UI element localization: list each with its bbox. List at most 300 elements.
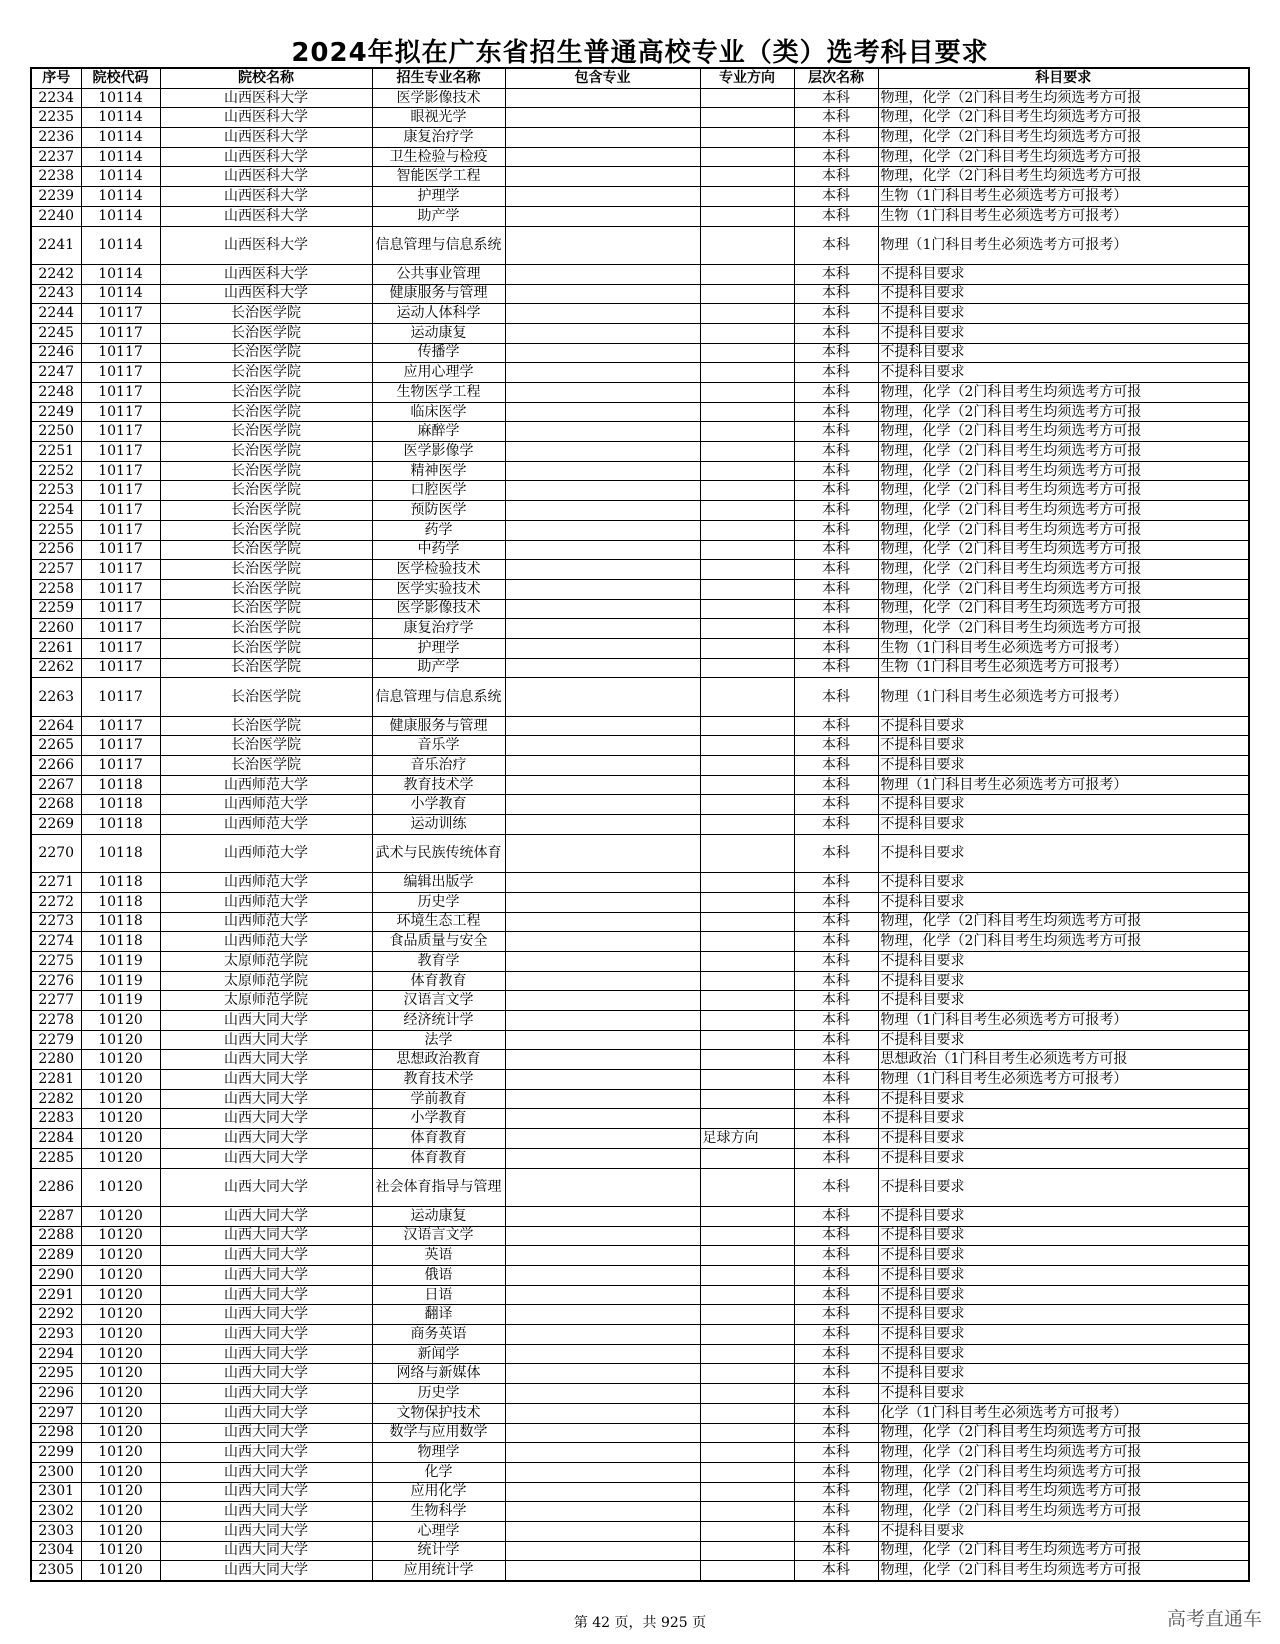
cell-subject-requirement: 思想政治（1门科目考生必须选考方可报 (878, 1050, 1249, 1070)
cell-subject-requirement: 不提科目要求 (878, 1109, 1249, 1129)
cell-index: 2283 (31, 1109, 81, 1129)
cell-major-name: 体育教育 (372, 971, 505, 991)
cell-index: 2274 (31, 932, 81, 952)
cell-subject-requirement: 物理，化学（2门科目考生均须选考方可报 (878, 560, 1249, 580)
cell-included-majors (505, 88, 700, 108)
cell-included-majors (505, 481, 700, 501)
cell-included-majors (505, 461, 700, 481)
cell-level: 本科 (794, 1482, 878, 1502)
cell-school-code: 10118 (81, 912, 160, 932)
cell-school-code: 10114 (81, 88, 160, 108)
cell-subject-requirement: 物理（1门科目考生必须选考方可报考） (878, 1011, 1249, 1031)
cell-index: 2305 (31, 1561, 81, 1581)
table-row (31, 1521, 1249, 1541)
cell-index: 2267 (31, 775, 81, 795)
cell-school-code: 10118 (81, 873, 160, 893)
cell-included-majors (505, 560, 700, 580)
cell-subject-requirement: 物理，化学（2门科目考生均须选考方可报 (878, 501, 1249, 521)
cell-subject-requirement: 不提科目要求 (878, 1206, 1249, 1226)
cell-major-name: 健康服务与管理 (372, 284, 505, 304)
col-header-subject-requirement: 科目要求 (878, 68, 1249, 88)
cell-direction (700, 383, 794, 403)
cell-included-majors (505, 540, 700, 560)
cell-level: 本科 (794, 343, 878, 363)
cell-subject-requirement: 不提科目要求 (878, 284, 1249, 304)
cell-school-code: 10117 (81, 599, 160, 619)
cell-school-code: 10114 (81, 206, 160, 226)
cell-index: 2261 (31, 638, 81, 658)
cell-major-name: 药学 (372, 520, 505, 540)
cell-school-code: 10117 (81, 736, 160, 756)
cell-school-name: 太原师范学院 (160, 951, 372, 971)
cell-subject-requirement: 物理，化学（2门科目考生均须选考方可报 (878, 579, 1249, 599)
cell-included-majors (505, 1148, 700, 1168)
cell-included-majors (505, 1226, 700, 1246)
cell-subject-requirement: 不提科目要求 (878, 1089, 1249, 1109)
table-row (31, 678, 1249, 716)
cell-school-name: 山西大同大学 (160, 1266, 372, 1286)
cell-level: 本科 (794, 226, 878, 264)
cell-school-code: 10120 (81, 1050, 160, 1070)
cell-index: 2269 (31, 815, 81, 835)
cell-school-name: 山西大同大学 (160, 1364, 372, 1384)
cell-school-name: 山西医科大学 (160, 206, 372, 226)
cell-index: 2263 (31, 678, 81, 716)
cell-index: 2273 (31, 912, 81, 932)
cell-school-code: 10120 (81, 1089, 160, 1109)
cell-school-name: 长治医学院 (160, 560, 372, 580)
cell-level: 本科 (794, 422, 878, 442)
cell-school-code: 10114 (81, 128, 160, 148)
cell-school-code: 10117 (81, 402, 160, 422)
cell-level: 本科 (794, 442, 878, 462)
table-row (31, 619, 1249, 639)
cell-major-name: 小学教育 (372, 1109, 505, 1129)
cell-level: 本科 (794, 1266, 878, 1286)
cell-index: 2296 (31, 1384, 81, 1404)
cell-subject-requirement: 物理，化学（2门科目考生均须选考方可报 (878, 108, 1249, 128)
cell-school-name: 山西医科大学 (160, 226, 372, 264)
cell-included-majors (505, 638, 700, 658)
cell-major-name: 英语 (372, 1246, 505, 1266)
cell-direction (700, 1030, 794, 1050)
cell-level: 本科 (794, 638, 878, 658)
cell-direction (700, 658, 794, 678)
table-row (31, 873, 1249, 893)
cell-major-name: 护理学 (372, 638, 505, 658)
table-header-row (31, 68, 1249, 88)
cell-included-majors (505, 1070, 700, 1090)
cell-level: 本科 (794, 323, 878, 343)
cell-direction (700, 88, 794, 108)
cell-direction (700, 619, 794, 639)
cell-subject-requirement: 不提科目要求 (878, 756, 1249, 776)
cell-school-code: 10117 (81, 461, 160, 481)
cell-school-code: 10117 (81, 678, 160, 716)
cell-school-code: 10120 (81, 1305, 160, 1325)
cell-direction (700, 1325, 794, 1345)
cell-school-code: 10120 (81, 1206, 160, 1226)
cell-index: 2234 (31, 88, 81, 108)
cell-index: 2281 (31, 1070, 81, 1090)
cell-index: 2302 (31, 1502, 81, 1522)
cell-subject-requirement: 生物（1门科目考生必须选考方可报考） (878, 187, 1249, 207)
cell-included-majors (505, 422, 700, 442)
col-header-direction: 专业方向 (700, 68, 794, 88)
cell-major-name: 文物保护技术 (372, 1403, 505, 1423)
cell-level: 本科 (794, 1403, 878, 1423)
cell-subject-requirement: 物理，化学（2门科目考生均须选考方可报 (878, 442, 1249, 462)
cell-subject-requirement: 物理，化学（2门科目考生均须选考方可报 (878, 619, 1249, 639)
table-row (31, 88, 1249, 108)
cell-direction (700, 1089, 794, 1109)
cell-school-name: 长治医学院 (160, 481, 372, 501)
table-row (31, 1226, 1249, 1246)
cell-index: 2272 (31, 892, 81, 912)
cell-subject-requirement: 物理，化学（2门科目考生均须选考方可报 (878, 1502, 1249, 1522)
cell-index: 2280 (31, 1050, 81, 1070)
table-row (31, 1384, 1249, 1404)
cell-school-name: 长治医学院 (160, 383, 372, 403)
cell-major-name: 临床医学 (372, 402, 505, 422)
cell-subject-requirement: 物理，化学（2门科目考生均须选考方可报 (878, 422, 1249, 442)
cell-included-majors (505, 892, 700, 912)
cell-index: 2251 (31, 442, 81, 462)
cell-major-name: 小学教育 (372, 795, 505, 815)
table-row (31, 402, 1249, 422)
cell-index: 2303 (31, 1521, 81, 1541)
cell-subject-requirement: 不提科目要求 (878, 736, 1249, 756)
table-row (31, 461, 1249, 481)
cell-subject-requirement: 不提科目要求 (878, 951, 1249, 971)
cell-direction (700, 951, 794, 971)
table-row (31, 1561, 1249, 1581)
cell-major-name: 统计学 (372, 1541, 505, 1561)
cell-subject-requirement: 不提科目要求 (878, 1246, 1249, 1266)
cell-level: 本科 (794, 128, 878, 148)
cell-index: 2241 (31, 226, 81, 264)
cell-school-name: 太原师范学院 (160, 991, 372, 1011)
table-row (31, 540, 1249, 560)
cell-direction (700, 1384, 794, 1404)
cell-major-name: 俄语 (372, 1266, 505, 1286)
cell-subject-requirement: 物理（1门科目考生必须选考方可报考） (878, 775, 1249, 795)
cell-school-name: 山西医科大学 (160, 167, 372, 187)
cell-school-name: 山西大同大学 (160, 1462, 372, 1482)
cell-level: 本科 (794, 206, 878, 226)
cell-major-name: 应用统计学 (372, 1561, 505, 1581)
table-row (31, 422, 1249, 442)
cell-major-name: 编辑出版学 (372, 873, 505, 893)
cell-level: 本科 (794, 540, 878, 560)
cell-subject-requirement: 不提科目要求 (878, 892, 1249, 912)
cell-level: 本科 (794, 1502, 878, 1522)
cell-index: 2248 (31, 383, 81, 403)
cell-included-majors (505, 619, 700, 639)
cell-school-code: 10119 (81, 991, 160, 1011)
table-row (31, 1129, 1249, 1149)
table-row (31, 304, 1249, 324)
cell-school-name: 山西大同大学 (160, 1226, 372, 1246)
table-row (31, 1206, 1249, 1226)
cell-level: 本科 (794, 932, 878, 952)
cell-index: 2235 (31, 108, 81, 128)
cell-subject-requirement: 不提科目要求 (878, 1266, 1249, 1286)
cell-school-code: 10119 (81, 951, 160, 971)
cell-direction (700, 932, 794, 952)
cell-index: 2266 (31, 756, 81, 776)
cell-level: 本科 (794, 1011, 878, 1031)
cell-direction (700, 1344, 794, 1364)
cell-included-majors (505, 323, 700, 343)
cell-level: 本科 (794, 264, 878, 284)
cell-school-name: 山西医科大学 (160, 128, 372, 148)
cell-subject-requirement: 不提科目要求 (878, 1030, 1249, 1050)
cell-included-majors (505, 363, 700, 383)
cell-level: 本科 (794, 1226, 878, 1246)
table-row (31, 951, 1249, 971)
cell-major-name: 应用化学 (372, 1482, 505, 1502)
table-row (31, 264, 1249, 284)
cell-index: 2277 (31, 991, 81, 1011)
cell-included-majors (505, 1502, 700, 1522)
table-row (31, 343, 1249, 363)
cell-school-code: 10117 (81, 716, 160, 736)
cell-school-code: 10114 (81, 147, 160, 167)
cell-level: 本科 (794, 1206, 878, 1226)
table-row (31, 1443, 1249, 1463)
cell-level: 本科 (794, 1443, 878, 1463)
cell-school-name: 长治医学院 (160, 678, 372, 716)
cell-direction (700, 108, 794, 128)
cell-direction (700, 638, 794, 658)
cell-school-code: 10120 (81, 1266, 160, 1286)
cell-direction (700, 1070, 794, 1090)
cell-index: 2271 (31, 873, 81, 893)
cell-school-code: 10120 (81, 1344, 160, 1364)
cell-index: 2244 (31, 304, 81, 324)
cell-direction (700, 1148, 794, 1168)
cell-direction (700, 1364, 794, 1384)
cell-direction (700, 971, 794, 991)
table-row (31, 775, 1249, 795)
cell-subject-requirement: 不提科目要求 (878, 1285, 1249, 1305)
cell-direction (700, 520, 794, 540)
cell-school-name: 山西大同大学 (160, 1502, 372, 1522)
cell-direction (700, 579, 794, 599)
cell-major-name: 学前教育 (372, 1089, 505, 1109)
table-row (31, 1089, 1249, 1109)
table-row (31, 1403, 1249, 1423)
cell-level: 本科 (794, 1384, 878, 1404)
table-row (31, 147, 1249, 167)
cell-index: 2255 (31, 520, 81, 540)
cell-school-code: 10114 (81, 264, 160, 284)
cell-level: 本科 (794, 461, 878, 481)
cell-direction (700, 1502, 794, 1522)
cell-included-majors (505, 1482, 700, 1502)
cell-subject-requirement: 物理，化学（2门科目考生均须选考方可报 (878, 383, 1249, 403)
cell-major-name: 汉语言文学 (372, 991, 505, 1011)
cell-school-code: 10120 (81, 1011, 160, 1031)
cell-subject-requirement: 物理，化学（2门科目考生均须选考方可报 (878, 88, 1249, 108)
cell-direction (700, 1561, 794, 1581)
table-row (31, 815, 1249, 835)
cell-index: 2292 (31, 1305, 81, 1325)
table-row (31, 579, 1249, 599)
cell-level: 本科 (794, 579, 878, 599)
cell-school-code: 10117 (81, 304, 160, 324)
cell-index: 2262 (31, 658, 81, 678)
cell-included-majors (505, 1050, 700, 1070)
cell-subject-requirement: 不提科目要求 (878, 873, 1249, 893)
cell-index: 2270 (31, 834, 81, 872)
cell-subject-requirement: 物理，化学（2门科目考生均须选考方可报 (878, 147, 1249, 167)
cell-direction (700, 756, 794, 776)
cell-school-code: 10117 (81, 501, 160, 521)
cell-school-name: 山西大同大学 (160, 1148, 372, 1168)
table-row (31, 1482, 1249, 1502)
cell-school-name: 长治医学院 (160, 619, 372, 639)
cell-index: 2284 (31, 1129, 81, 1149)
table-row (31, 128, 1249, 148)
cell-subject-requirement: 物理，化学（2门科目考生均须选考方可报 (878, 540, 1249, 560)
cell-direction (700, 1285, 794, 1305)
cell-subject-requirement: 物理，化学（2门科目考生均须选考方可报 (878, 1482, 1249, 1502)
table-row (31, 1285, 1249, 1305)
cell-school-name: 山西医科大学 (160, 284, 372, 304)
table-row (31, 1148, 1249, 1168)
cell-school-name: 长治医学院 (160, 658, 372, 678)
cell-level: 本科 (794, 834, 878, 872)
cell-major-name: 麻醉学 (372, 422, 505, 442)
cell-subject-requirement: 不提科目要求 (878, 716, 1249, 736)
cell-direction (700, 167, 794, 187)
cell-index: 2304 (31, 1541, 81, 1561)
cell-school-name: 长治医学院 (160, 520, 372, 540)
cell-direction (700, 402, 794, 422)
cell-level: 本科 (794, 1089, 878, 1109)
cell-school-code: 10120 (81, 1561, 160, 1581)
cell-direction (700, 1521, 794, 1541)
cell-included-majors (505, 226, 700, 264)
cell-included-majors (505, 1561, 700, 1581)
cell-major-name: 智能医学工程 (372, 167, 505, 187)
cell-school-name: 山西大同大学 (160, 1109, 372, 1129)
cell-included-majors (505, 1521, 700, 1541)
cell-index: 2265 (31, 736, 81, 756)
cell-subject-requirement: 物理，化学（2门科目考生均须选考方可报 (878, 1443, 1249, 1463)
cell-level: 本科 (794, 560, 878, 580)
cell-direction (700, 284, 794, 304)
cell-direction (700, 1462, 794, 1482)
cell-school-code: 10118 (81, 892, 160, 912)
cell-major-name: 卫生检验与检疫 (372, 147, 505, 167)
cell-subject-requirement: 物理，化学（2门科目考生均须选考方可报 (878, 1561, 1249, 1581)
table-row (31, 736, 1249, 756)
cell-school-code: 10117 (81, 658, 160, 678)
table-row (31, 599, 1249, 619)
cell-level: 本科 (794, 88, 878, 108)
cell-included-majors (505, 1011, 700, 1031)
cell-school-code: 10118 (81, 775, 160, 795)
cell-school-name: 山西大同大学 (160, 1030, 372, 1050)
cell-included-majors (505, 1403, 700, 1423)
table-row (31, 481, 1249, 501)
cell-school-code: 10120 (81, 1462, 160, 1482)
cell-school-name: 山西大同大学 (160, 1011, 372, 1031)
table-row (31, 1462, 1249, 1482)
cell-school-code: 10120 (81, 1443, 160, 1463)
cell-school-name: 长治医学院 (160, 343, 372, 363)
cell-index: 2240 (31, 206, 81, 226)
cell-school-code: 10117 (81, 422, 160, 442)
cell-major-name: 心理学 (372, 1521, 505, 1541)
cell-subject-requirement: 物理，化学（2门科目考生均须选考方可报 (878, 167, 1249, 187)
cell-subject-requirement: 生物（1门科目考生必须选考方可报考） (878, 206, 1249, 226)
cell-school-code: 10117 (81, 442, 160, 462)
cell-index: 2298 (31, 1423, 81, 1443)
cell-direction (700, 540, 794, 560)
cell-subject-requirement: 不提科目要求 (878, 343, 1249, 363)
cell-index: 2268 (31, 795, 81, 815)
cell-level: 本科 (794, 1050, 878, 1070)
table-row (31, 1423, 1249, 1443)
cell-included-majors (505, 304, 700, 324)
table-row (31, 1344, 1249, 1364)
cell-major-name: 助产学 (372, 206, 505, 226)
table-row (31, 1246, 1249, 1266)
cell-level: 本科 (794, 520, 878, 540)
cell-included-majors (505, 1325, 700, 1345)
table-row (31, 658, 1249, 678)
table-row (31, 834, 1249, 872)
table-row (31, 226, 1249, 264)
cell-index: 2286 (31, 1168, 81, 1206)
cell-index: 2300 (31, 1462, 81, 1482)
cell-school-name: 山西师范大学 (160, 795, 372, 815)
cell-level: 本科 (794, 304, 878, 324)
cell-included-majors (505, 1443, 700, 1463)
table-row (31, 716, 1249, 736)
cell-included-majors (505, 932, 700, 952)
cell-included-majors (505, 579, 700, 599)
cell-school-name: 长治医学院 (160, 402, 372, 422)
table-row (31, 323, 1249, 343)
cell-school-name: 山西大同大学 (160, 1443, 372, 1463)
cell-level: 本科 (794, 383, 878, 403)
cell-major-name: 汉语言文学 (372, 1226, 505, 1246)
cell-included-majors (505, 716, 700, 736)
cell-included-majors (505, 1384, 700, 1404)
cell-school-name: 山西医科大学 (160, 108, 372, 128)
cell-level: 本科 (794, 991, 878, 1011)
cell-school-name: 山西大同大学 (160, 1325, 372, 1345)
cell-direction (700, 343, 794, 363)
cell-subject-requirement: 不提科目要求 (878, 1148, 1249, 1168)
cell-subject-requirement: 不提科目要求 (878, 363, 1249, 383)
cell-school-code: 10118 (81, 815, 160, 835)
cell-major-name: 商务英语 (372, 1325, 505, 1345)
cell-direction (700, 422, 794, 442)
cell-school-name: 长治医学院 (160, 304, 372, 324)
cell-school-code: 10120 (81, 1325, 160, 1345)
cell-index: 2257 (31, 560, 81, 580)
cell-school-name: 山西大同大学 (160, 1050, 372, 1070)
cell-major-name: 运动人体科学 (372, 304, 505, 324)
cell-included-majors (505, 599, 700, 619)
cell-included-majors (505, 678, 700, 716)
